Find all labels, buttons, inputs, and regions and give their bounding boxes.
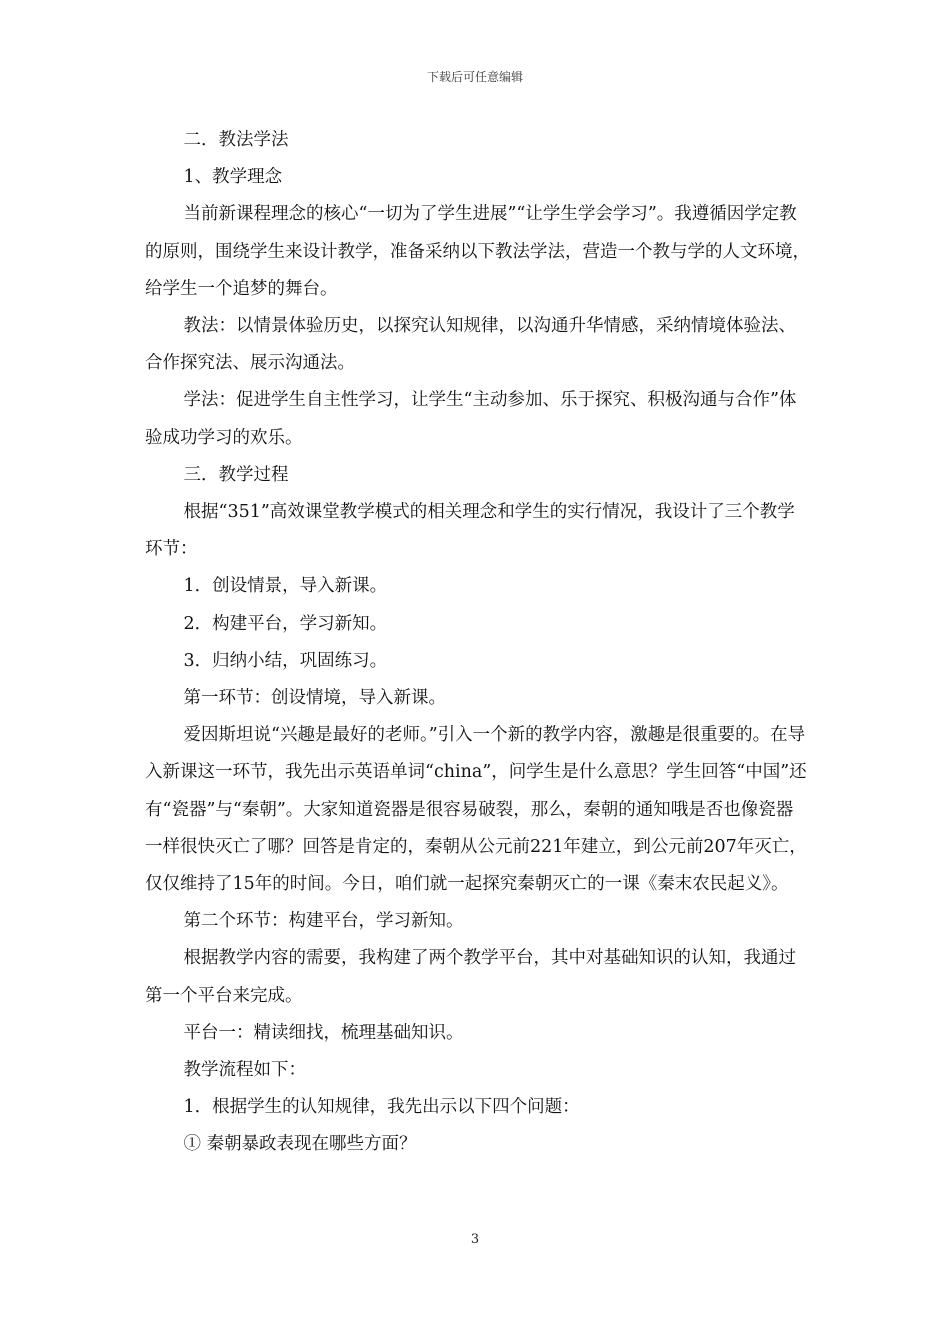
paragraph-concept: 当前新课程理念的核心“一切为了学生进展”“让学生学会学习”。我遵循因学定教的原则，围绕学生来设计教学，准备采纳以下教法学法，营造一个教与学的人文环境，给学生一个追梦的舞台。 xyxy=(145,204,810,299)
page-number: 3 xyxy=(470,1232,480,1247)
paragraph-questions-intro: 1．根据学生的认知规律，我先出示以下四个问题： xyxy=(183,1097,580,1118)
section-heading-process: 三．教学过程 xyxy=(183,464,289,485)
page-header: 下载后可任意编辑 xyxy=(426,70,523,84)
paragraph-flow: 教学流程如下： xyxy=(183,1060,306,1081)
subheading-stage-2: 第二个环节：构建平台，学习新知。 xyxy=(183,911,464,932)
subheading-stage-1: 第一环节：创设情境，导入新课。 xyxy=(183,688,446,709)
paragraph-stage-1: 爱因斯坦说“兴趣是最好的老师。”引入一个新的教学内容，激趣是很重要的。在导入新课这一环节，我先出示英语单词“china”，问学生是什么意思？学生回答“中国”还有“瓷器”与“秦朝”。大家知道瓷器是很容易破裂，那么，秦朝的通知哦是否也像瓷器一样很快灭亡了哪？回答是肯定的，秦朝从公元前221年建立，到公元前207年灭亡，仅仅维持了15年的时间。今日，咱们就一起探究秦朝灭亡的一课《秦末农民起义》。 xyxy=(145,725,807,895)
document-body xyxy=(145,122,810,1164)
subheading-teaching-concept: 1、教学理念 xyxy=(183,167,283,188)
section-heading-methods: 二．教法学法 xyxy=(183,130,289,150)
paragraph-stage-2: 根据教学内容的需要，我构建了两个教学平台，其中对基础知识的认知，我通过第一个平台来完成。 xyxy=(145,948,796,1006)
paragraph-platform-1: 平台一：精读细找，梳理基础知识。 xyxy=(183,1022,464,1043)
list-item-step-2: 2．构建平台，学习新知。 xyxy=(183,613,388,634)
paragraph-process-intro: 根据“351”高效课堂教学模式的相关理念和学生的实行情况，我设计了三个教学环节： xyxy=(145,502,795,560)
question-item-1: ① 秦朝暴政表现在哪些方面？ xyxy=(183,1134,417,1155)
paragraph-learning-method: 学法：促进学生自主性学习，让学生“主动参加、乐于探究、积极沟通与合作”体验成功学习的欢乐。 xyxy=(145,390,797,448)
paragraph-teaching-method: 教法：以情景体验历史，以探究认知规律，以沟通升华情感，采纳情境体验法、合作探究法、展示沟通法。 xyxy=(145,316,796,374)
list-item-step-1: 1．创设情景，导入新课。 xyxy=(183,576,388,597)
list-item-step-3: 3．归纳小结，巩固练习。 xyxy=(183,650,388,671)
